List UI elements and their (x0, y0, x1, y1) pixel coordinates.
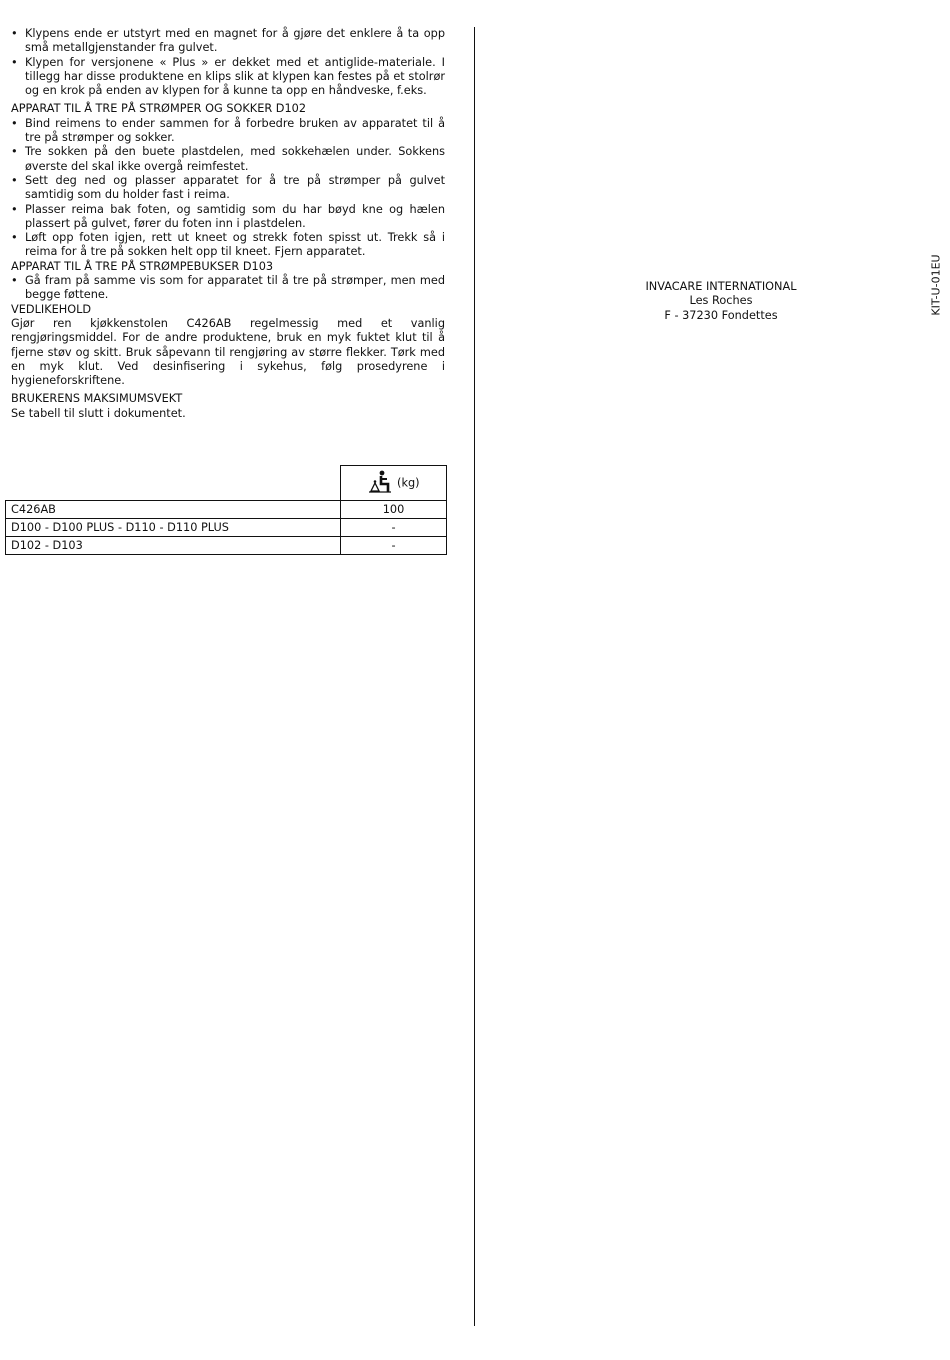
table-header-row (6, 466, 447, 501)
unit-label: (kg) (397, 476, 420, 489)
d102-bullet-list (11, 117, 445, 260)
list-item: • Klypens ende er utstyrt med en magnet for å gjøre det enklere å ta opp små metallgjenstander fra gulvet. (11, 27, 445, 56)
product-cell: C426AB (6, 501, 341, 519)
list-item: • Bind reimens to ender sammen for å forbedre bruken av apparatet til å tre på strømper og sokker. (11, 117, 445, 146)
address-line: F - 37230 Fondettes (664, 308, 778, 322)
section-heading-max-weight: BRUKERENS MAKSIMUMSVEKT (11, 392, 183, 406)
max-weight-table (5, 465, 447, 555)
weight-cell: 100 (341, 501, 447, 519)
list-item: • Tre sokken på den buete plastdelen, med sokkehælen under. Sokkens øverste del skal ikke overgå reimfestet. (11, 145, 445, 174)
list-item: • Klypen for versjonene « Plus » er dekket med et antiglide-materiale. I tillegg har disse produktene en klips slik at klypen kan festes på et stolrør og en krok på enden av klypen for å kunne ta opp en håndveske, f.eks. (11, 56, 445, 99)
list-item: • Løft opp foten igjen, rett ut kneet og strekk foten spisst ut. Trekk så i reima for å tre på sokken helt opp til kneet. Fjern apparatet. (11, 231, 445, 260)
column-divider (474, 27, 475, 1326)
list-item: • Gå fram på samme vis som for apparatet til å tre på strømper, men med begge føttene. (11, 274, 445, 303)
section-heading-d103: APPARAT TIL Å TRE PÅ STRØMPEBUKSER D103 (11, 259, 274, 273)
section-heading-maintenance: VEDLIKEHOLD (11, 302, 92, 316)
max-weight-text: Se tabell til slutt i dokumentet. (11, 406, 186, 420)
document-code-text: KIT-U-01EU (929, 254, 943, 316)
list-item: • Sett deg ned og plasser apparatet for å tre på strømper på gulvet samtidig som du holder fast i reima. (11, 174, 445, 203)
left-column (11, 27, 445, 421)
section-heading-d102: APPARAT TIL Å TRE PÅ STRØMPER OG SOKKER D102 (11, 102, 307, 116)
product-cell: D102 - D103 (6, 537, 341, 555)
address-line: Les Roches (689, 294, 753, 308)
company-address (620, 280, 822, 323)
table-row (6, 537, 447, 555)
table-row (6, 519, 447, 537)
weight-cell: - (341, 519, 447, 537)
weight-column-header (341, 466, 447, 501)
weight-cell: - (341, 537, 447, 555)
list-item: • Plasser reima bak foten, og samtidig som du har bøyd kne og hælen plassert på gulvet, fører du foten inn i plastdelen. (11, 203, 445, 232)
table-row (6, 501, 447, 519)
maintenance-text: Gjør ren kjøkkenstolen C426AB regelmessig med et vanlig rengjøringsmiddel. For de andre produktene, bruk en myk fuktet klut til å fjerne støv og skitt. Bruk såpevann til rengjøring av større flekker. Tørk med en myk klut. Ved desinfisering i sykehus, følg prosedyrene i hygieneforskriftene. (11, 316, 445, 388)
company-name: INVACARE INTERNATIONAL (645, 280, 797, 293)
d103-bullet-list (11, 274, 445, 303)
document-code (929, 250, 943, 320)
intro-bullet-list (11, 27, 445, 98)
product-cell: D100 - D100 PLUS - D110 - D110 PLUS (6, 519, 341, 537)
seated-user-weight-icon (367, 470, 393, 497)
